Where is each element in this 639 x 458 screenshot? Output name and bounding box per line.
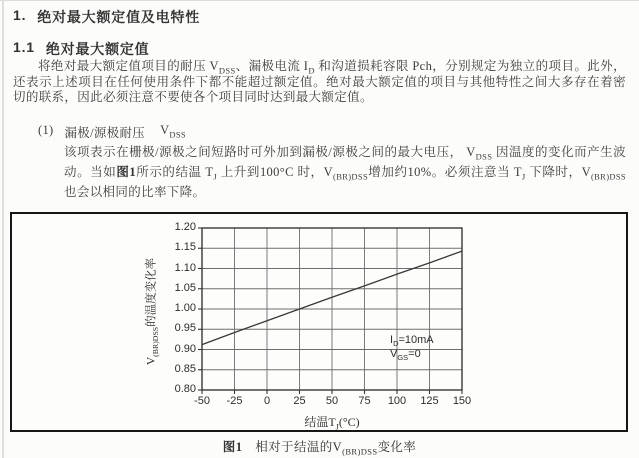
y-axis-title: $V_{(BR)DSS}$的温度变化率 [145, 257, 160, 366]
x-tick-label: 0 [263, 395, 271, 407]
section-heading [13, 7, 200, 27]
figure-frame [10, 212, 628, 432]
y-tick-label: 1.00 [174, 302, 196, 314]
section-title: 绝对最大额定值及电特性 [37, 9, 201, 25]
subsection-heading [13, 39, 149, 59]
subsection-number: 1.1 [13, 39, 35, 55]
subsection-title: 绝对最大额定值 [45, 41, 150, 57]
line-chart [12, 214, 626, 430]
list-item-number: (1) [38, 123, 54, 137]
y-tick-label: 0.90 [174, 342, 196, 355]
annotation-line-id: $I_D=10mA$ [390, 334, 434, 349]
y-tick-label: 1.15 [174, 241, 196, 254]
x-tick-label: 50 [325, 395, 339, 407]
scan-edge-top [0, 0, 639, 1]
chart-annotation [390, 333, 434, 361]
x-tick-label: 125 [420, 395, 439, 407]
scan-edge-left [2, 0, 4, 458]
intro-paragraph: 将绝对最大额定值项目的耐压 $V_{DSS}$、漏极电流 $I_D$ 和沟道损耗容限 Pch，分别规定为独立的项目。此外，还表示上述项目在任何使用条件下都不能超过额定值。绝对最大额定值的项目与其他特性之间大多存在着密切的联系，因此必须注意不要使各个项目同时达到最大额定值。 [13, 59, 627, 105]
chart-plot-area [194, 224, 466, 396]
x-tick-label: -50 [194, 395, 210, 407]
figure-caption: 图1 相对于结温的$V_{(BR)DSS}$变化率 [222, 440, 417, 457]
x-tick-label: 150 [452, 395, 472, 407]
list-item-body: 该项表示在栅极/源极之间短路时可外加到漏极/源极之间的最大电压， $V_{DSS}$ 因温度的变化而产生波动。当如图1所示的结温 $T_J$ 上升到100°C 时，$V_{(BR)DSS}$增加约10%。必须注意当 $T_J$ 下降时，$V_{(BR)DSS}$也会以相同的比率下降。 [64, 145, 627, 199]
x-tick-label: 25 [293, 395, 306, 407]
x-axis-title: 结温$T_J(^\circ C)$ [304, 415, 360, 432]
y-tick-label: 1.10 [174, 261, 196, 274]
x-tick-label: 75 [358, 395, 371, 407]
annotation-line-vgs: $V_{GS}=0$ [390, 348, 421, 363]
x-tick-label: -25 [226, 395, 243, 407]
y-tick-label: 1.20 [174, 221, 196, 233]
y-tick-label: 0.80 [174, 383, 196, 395]
y-tick-label: 0.95 [174, 322, 196, 335]
y-tick-label: 0.85 [174, 362, 196, 375]
list-item-symbol: $V_{DSS}$ [160, 123, 186, 140]
y-tick-label: 1.05 [174, 281, 196, 294]
section-number: 1. [13, 7, 27, 23]
list-item-heading [38, 123, 186, 141]
list-item-title: 漏极/源极耐压 [64, 126, 146, 140]
x-tick-label: 100 [387, 395, 407, 407]
